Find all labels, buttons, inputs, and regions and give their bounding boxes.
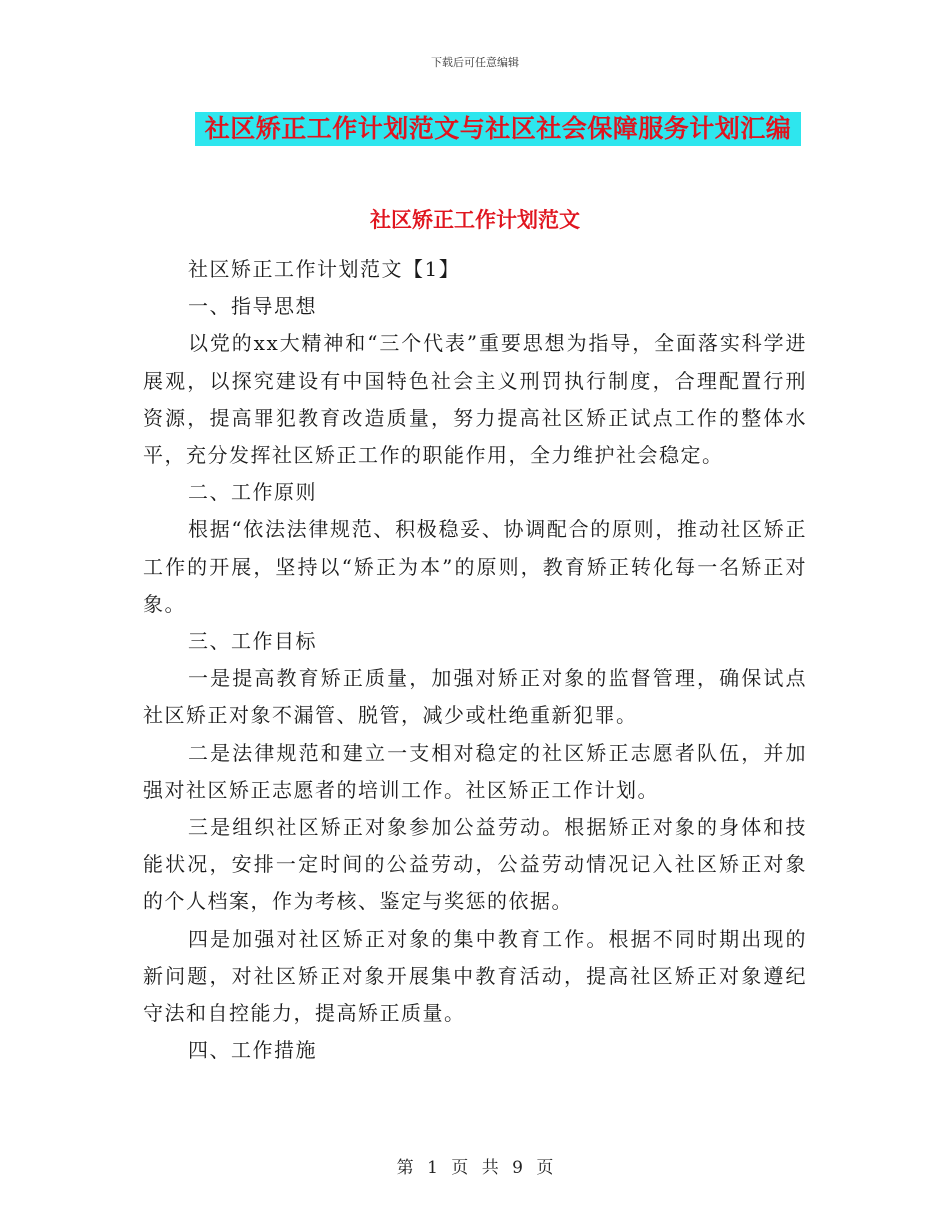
- paragraph: 二是法律规范和建立一支相对稳定的社区矫正志愿者队伍，并加强对社区矫正志愿者的培训工作。社区矫正工作计划。: [143, 740, 807, 802]
- section-title: 社区矫正工作计划范文: [370, 207, 580, 232]
- paragraph: 三、工作目标: [188, 629, 317, 654]
- paragraph: 一是提高教育矫正质量，加强对矫正对象的监督管理，确保试点社区矫正对象不漏管、脱管，减少或杜绝重新犯罪。: [143, 666, 807, 728]
- paragraph: 根据“依法法律规范、积极稳妥、协调配合的原则，推动社区矫正工作的开展，坚持以“矫正为本”的原则，教育矫正转化每一名矫正对象。: [143, 517, 807, 616]
- page-footer: 第 1 页 共 9 页: [396, 1158, 554, 1178]
- paragraph: 四、工作措施: [188, 1038, 317, 1063]
- page-header-note: 下载后可任意编辑: [431, 56, 519, 69]
- paragraph: 社区矫正工作计划范文【1】: [188, 257, 461, 281]
- document-body: [143, 251, 807, 1069]
- paragraph: 二、工作原则: [188, 480, 317, 505]
- paragraph: 一、指导思想: [188, 294, 317, 319]
- paragraph: 以党的xx大精神和“三个代表”重要思想为指导，全面落实科学进展观，以探究建设有中国特色社会主义刑罚执行制度，合理配置行刑资源，提高罪犯教育改造质量，努力提高社区矫正试点工作的整体水平，充分发挥社区矫正工作的职能作用，全力维护社会稳定。: [143, 331, 807, 468]
- paragraph: 四是加强对社区矫正对象的集中教育工作。根据不同时期出现的新问题，对社区矫正对象开展集中教育活动，提高社区矫正对象遵纪守法和自控能力，提高矫正质量。: [143, 926, 807, 1026]
- document-title: 社区矫正工作计划范文与社区社会保障服务计划汇编: [195, 112, 801, 146]
- paragraph: 三是组织社区矫正对象参加公益劳动。根据矫正对象的身体和技能状况，安排一定时间的公益劳动，公益劳动情况记入社区矫正对象的个人档案，作为考核、鉴定与奖惩的依据。: [143, 815, 807, 914]
